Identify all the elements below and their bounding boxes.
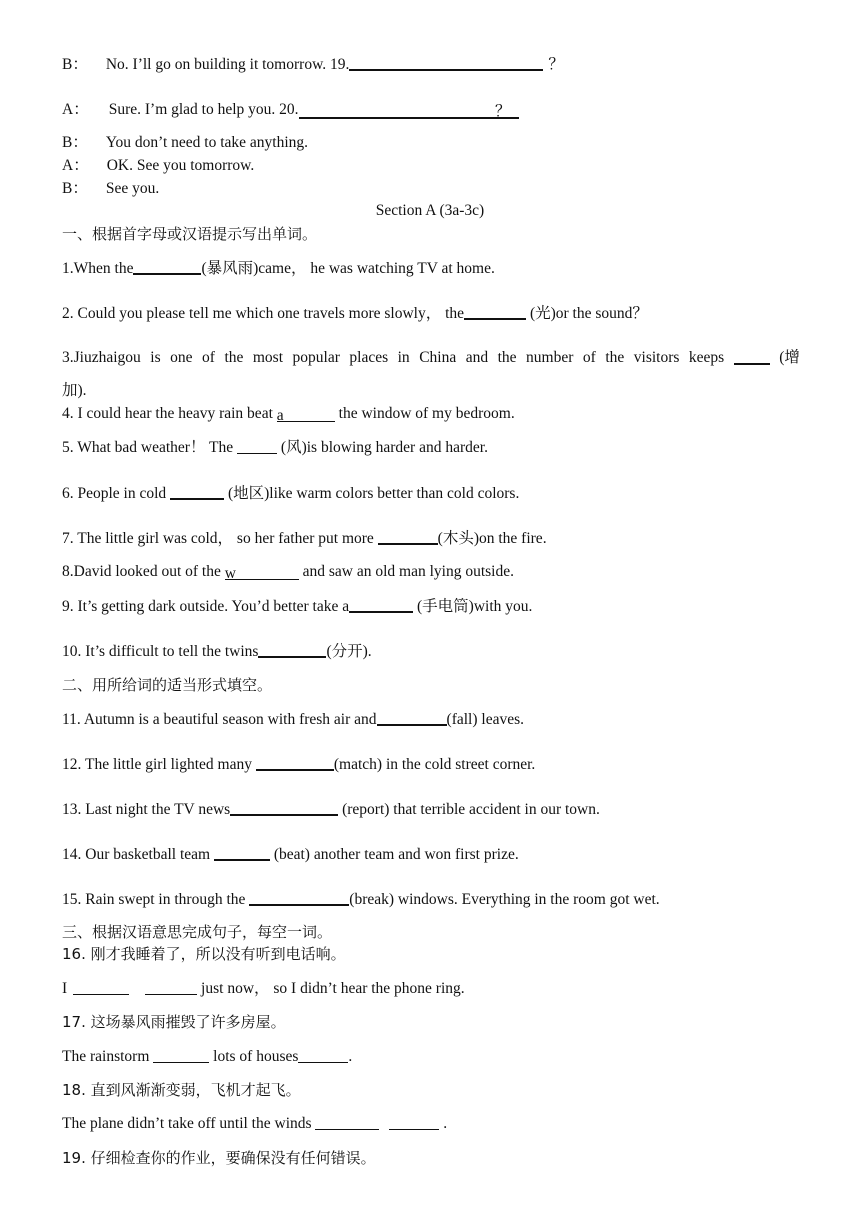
answer-blank[interactable]	[258, 641, 326, 658]
answer-blank[interactable]	[249, 889, 349, 906]
question-13	[62, 799, 600, 820]
question-text: I	[62, 980, 68, 997]
question-15	[62, 889, 660, 910]
question-text: (beat) another team and won first prize.	[269, 846, 519, 863]
question-word: the	[224, 349, 244, 366]
question-1	[62, 258, 495, 279]
question-word: most	[252, 349, 284, 366]
question-18	[62, 1114, 447, 1134]
question-16	[62, 979, 465, 999]
section-title: Section A (3a-3c)	[375, 202, 485, 219]
question-3-continued: 加).	[62, 382, 87, 399]
question-text: (地区)like warm colors better than cold colors.	[224, 485, 520, 502]
question-5	[62, 438, 488, 458]
answer-blank[interactable]	[133, 258, 201, 275]
answer-blank[interactable]	[145, 979, 197, 995]
question-word: of	[202, 349, 215, 366]
answer-blank[interactable]	[225, 564, 299, 580]
question-text: (暴风雨)came， he was watching TV at home.	[201, 260, 495, 277]
question-text: 12. The little girl lighted many	[62, 756, 256, 773]
part3-heading: 三、根据汉语意思完成句子，每空一词。	[62, 923, 333, 941]
line-text: Sure. I’m glad to help you. 20.	[108, 101, 299, 118]
question-7	[62, 528, 547, 549]
answer-blank[interactable]	[349, 596, 413, 613]
question-10	[62, 641, 372, 662]
question-text: 8.David looked out of the	[62, 563, 225, 580]
question-text: lots of houses	[209, 1048, 299, 1065]
line-text: OK. See you tomorrow.	[106, 157, 255, 174]
question-text: 5. What bad weather！ The	[62, 439, 238, 456]
answer-blank[interactable]	[73, 979, 129, 995]
part2-heading: 二、用所给词的适当形式填空。	[62, 676, 273, 694]
question-text: (木头)on the fire.	[437, 530, 547, 547]
speaker-label: A：	[62, 101, 89, 118]
initial-letter: a	[276, 407, 284, 424]
question-text: (report) that terrible accident in our town.	[338, 801, 600, 818]
speaker-label: B：	[62, 180, 88, 197]
dialogue-line	[62, 156, 254, 176]
question-text: 7. The little girl was cold， so her father put more	[62, 530, 378, 547]
answer-blank[interactable]	[153, 1047, 209, 1063]
question-word: the	[497, 349, 517, 366]
speaker-label: B：	[62, 134, 88, 151]
part1-heading: 一、根据首字母或汉语提示写出单词。	[62, 225, 318, 243]
answer-blank[interactable]	[299, 102, 519, 119]
question-11	[62, 709, 524, 730]
question-text: 9. It’s getting dark outside. You’d better take a	[62, 598, 350, 615]
dialogue-line-20	[62, 100, 519, 120]
answer-blank[interactable]	[256, 754, 334, 771]
question-word: is	[150, 349, 161, 366]
question-17	[62, 1047, 352, 1067]
question-14	[62, 844, 519, 865]
answer-blank[interactable]	[237, 438, 277, 454]
question-9	[62, 596, 532, 617]
question-word: in	[397, 349, 410, 366]
dialogue-line	[62, 133, 308, 153]
question-8	[62, 562, 514, 582]
answer-blank[interactable]	[214, 844, 270, 861]
question-text: 11. Autumn is a beautiful season with fresh air and	[62, 711, 377, 728]
question-word: popular	[292, 349, 340, 366]
line-text: See you.	[105, 180, 160, 197]
answer-blank[interactable]	[349, 54, 543, 71]
question-text: The rainstorm	[62, 1048, 154, 1065]
question-3	[62, 348, 800, 368]
line-end: ？	[548, 56, 564, 73]
question-word: (增	[779, 349, 800, 366]
question-text: 6. People in cold	[62, 485, 171, 502]
question-4	[62, 404, 515, 424]
question-text: and saw an old man lying outside.	[298, 563, 514, 580]
question-text: 14. Our basketball team	[62, 846, 214, 863]
answer-blank[interactable]	[315, 1114, 379, 1130]
question-text: 4. I could hear the heavy rain beat	[62, 405, 277, 422]
question-16-prompt: 16. 刚才我睡着了，所以没有听到电话响。	[62, 945, 346, 963]
question-text: (风)is blowing harder and harder.	[277, 439, 488, 456]
question-text: (fall) leaves.	[446, 711, 524, 728]
question-text: 13. Last night the TV news	[62, 801, 231, 818]
question-word: keeps	[688, 349, 725, 366]
question-12	[62, 754, 535, 775]
line-text: You don’t need to take anything.	[105, 134, 309, 151]
question-19-prompt: 19. 仔细检查你的作业，要确保没有任何错误。	[62, 1149, 376, 1167]
question-17-prompt: 17. 这场暴风雨摧毁了许多房屋。	[62, 1013, 286, 1031]
dialogue-line-19	[62, 54, 564, 75]
question-word: 3.Jiuzhaigou	[62, 349, 141, 366]
question-text: .	[439, 1115, 448, 1132]
question-word: and	[465, 349, 489, 366]
question-2	[62, 303, 648, 324]
answer-blank[interactable]	[230, 799, 338, 816]
answer-blank[interactable]	[377, 709, 447, 726]
line-end: ？	[495, 103, 511, 120]
question-text: The plane didn’t take off until the winds	[62, 1115, 316, 1132]
question-word: the	[605, 349, 625, 366]
question-text: .	[348, 1048, 353, 1065]
speaker-label: B：	[62, 56, 88, 73]
question-18-prompt: 18. 直到风渐渐变弱，飞机才起飞。	[62, 1081, 301, 1099]
question-word: visitors	[633, 349, 680, 366]
question-text: 1.When the	[62, 260, 134, 277]
line-text: No. I’ll go on building it tomorrow. 19.	[105, 56, 350, 73]
answer-blank[interactable]	[298, 1047, 348, 1063]
question-word: one	[170, 349, 193, 366]
answer-blank[interactable]	[389, 1114, 439, 1130]
initial-letter: w	[224, 565, 236, 582]
question-word: China	[419, 349, 457, 366]
question-text: the window of my bedroom.	[334, 405, 515, 422]
speaker-label: A：	[62, 157, 89, 174]
answer-blank[interactable]	[734, 348, 770, 365]
question-6	[62, 483, 519, 504]
question-text: 2. Could you please tell me which one travels more slowly， the	[62, 305, 465, 322]
question-word: of	[582, 349, 596, 366]
question-text: just now， so I didn’t hear the phone ring.	[197, 980, 465, 997]
question-word: number	[526, 349, 574, 366]
question-text: (match) in the cold street corner.	[333, 756, 536, 773]
answer-blank[interactable]	[378, 528, 438, 545]
question-word: places	[349, 349, 389, 366]
question-text: (break) windows. Everything in the room got wet.	[349, 891, 660, 908]
question-text: 10. It’s difficult to tell the twins	[62, 643, 259, 660]
answer-blank[interactable]	[464, 303, 526, 320]
question-text: (光)or the sound？	[526, 305, 648, 322]
dialogue-line	[62, 179, 159, 199]
question-text: (手电筒)with you.	[413, 598, 533, 615]
answer-blank[interactable]	[170, 483, 224, 500]
question-text: (分开).	[326, 643, 372, 660]
answer-blank[interactable]	[277, 406, 335, 422]
question-text: 15. Rain swept in through the	[62, 891, 250, 908]
